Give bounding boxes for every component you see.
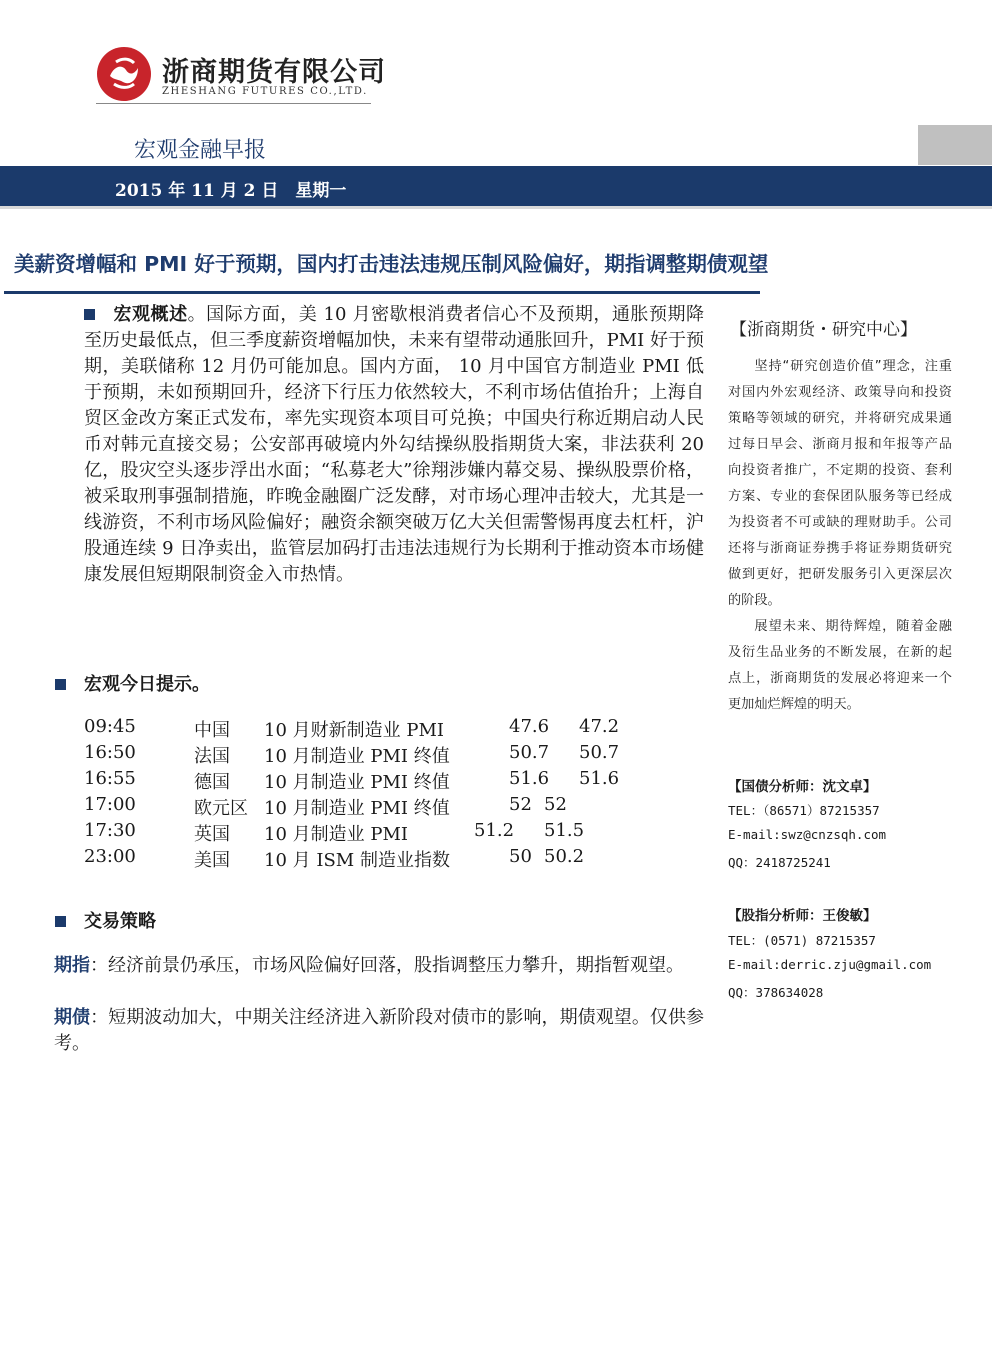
tips-heading (55, 670, 210, 696)
tip-country: 美国 (194, 850, 230, 871)
strategy-bond-text: ：短期波动加大，中期关注经济进入新阶段对债市的影响，期债观望。仅供参考。 (54, 1007, 705, 1054)
tip-time: 16:55 (84, 768, 136, 789)
sidebar-paragraph: 坚持“研究创造价值”理念，注重对国内外宏观经济、政策导向和投资策略等领域的研究，并将研究成果通过每日早会、浙商月报和年报等产品向投资者推广，不定期的投资、套利方案、专业的套保团队服务等已经成为投资者不可或缺的理财助手。公司还将与浙商证券携手将证券期货研究做到更好，把研发服务引入更深层次的阶段。 (728, 359, 952, 608)
tip-row (0, 846, 700, 872)
tip-country: 德国 (194, 772, 230, 793)
tip-row (0, 742, 700, 768)
bullet-square-icon (55, 916, 66, 927)
bullet-square-icon (84, 309, 95, 320)
tip-time: 23:00 (84, 846, 136, 867)
analyst-email[interactable]: E-mail:swz@cnzsqh.com (728, 827, 887, 842)
tip-expected: 51.6 (579, 768, 620, 789)
overview-label: 宏观概述 (113, 304, 188, 325)
analyst-title: 【股指分析师：王俊敏】 (728, 908, 877, 924)
tip-event: 10 月制造业 PMI 终值 (264, 746, 450, 767)
tip-event: 10 月制造业 PMI 终值 (264, 798, 450, 819)
tip-time: 16:50 (84, 742, 136, 763)
tip-prev: 50.7 (509, 742, 550, 763)
strategy-bond-label: 期债 (54, 1007, 91, 1028)
header-gray-block (918, 125, 992, 165)
tips-heading-text: 宏观今日提示。 (84, 674, 210, 695)
headline-rule (4, 291, 760, 294)
strategy-bond (54, 1005, 704, 1057)
overview-text: 。国际方面，美 10 月密歇根消费者信心不及预期，通胀预期降至历史最低点，但三季度薪资增幅加快，未来有望带动通胀回升，PMI 好于预期，美联储称 12 月仍可能加息。国内方面， 10 月中国官方制造业 PMI 低于预期，未如预期回升，经济下行压力依然较大，不利市场估值抬升；上海自贸区金改方案正式发布，率先实现资本项目可兑换；中国央行称近期启动人民币对韩元直接交易；公安部再破境内外勾结操纵股指期货大案，非法获利 20 亿，股灾空头逐步浮出水面；“私募老大”徐翔涉嫌内幕交易、操纵股票价格，被采取刑事强制措施，昨晚金融圈广泛发酵，对市场心理冲击较大，尤其是一线游资，不利市场风险偏好；融资余额突破万亿大关但需警惕再度去杠杆，沪股通连续 9 日净卖出，监管层加码打击违法违规行为长期利于推动资本市场健康发展但短期限制资金入市热情。 (84, 304, 704, 585)
company-name-en: ZHESHANG FUTURES CO.,LTD. (162, 86, 368, 97)
tip-expected: 51.5 (544, 820, 585, 841)
tip-event: 10 月制造业 PMI (264, 824, 408, 845)
tip-event: 10 月制造业 PMI 终值 (264, 772, 450, 793)
tip-event: 10 月 ISM 制造业指数 (264, 850, 450, 871)
tip-expected: 52 (544, 794, 567, 815)
company-name: 浙商期货有限公司 (162, 57, 386, 88)
tip-prev: 52 (509, 794, 532, 815)
tip-event: 10 月财新制造业 PMI (264, 720, 444, 741)
analyst-tel: TEL：（86571）87215357 (728, 803, 880, 818)
tip-row (0, 768, 700, 794)
tip-country: 欧元区 (194, 798, 248, 819)
logo-divider (96, 103, 371, 104)
strategy-index-label: 期指 (54, 955, 90, 976)
strategy-index (54, 953, 704, 979)
sidebar-title: 【浙商期货・研究中心】 (730, 320, 917, 340)
analyst-qq: QQ：378634028 (728, 985, 824, 1000)
sidebar-paragraph: 展望未来、期待辉煌，随着金融及衍生品业务的不断发展，在新的起点上，浙商期货的发展必将迎来一个更加灿烂辉煌的明天。 (728, 619, 952, 712)
analyst-email[interactable]: E-mail:derric.zju@gmail.com (728, 957, 932, 972)
tip-country: 法国 (194, 746, 230, 767)
tip-time: 09:45 (84, 716, 136, 737)
tip-prev: 51.6 (509, 768, 550, 789)
tip-time: 17:30 (84, 820, 136, 841)
strategy-heading (55, 907, 156, 933)
tip-time: 17:00 (84, 794, 136, 815)
report-date: 2015 年 11 月 2 日 星期一 (115, 181, 347, 201)
analyst-tel: TEL：(0571) 87215357 (728, 933, 876, 948)
headline: 美薪资增幅和 PMI 好于预期，国内打击违法违规压制风险偏好，期指调整期债观望 (14, 252, 769, 276)
analyst-title: 【国债分析师：沈文卓】 (728, 779, 877, 795)
strategy-index-text: ：经济前景仍承压，市场风险偏好回落，股指调整压力攀升，期指暂观望。 (90, 955, 684, 976)
bullet-square-icon (55, 679, 66, 690)
tip-row (0, 716, 700, 742)
tip-prev: 50 (509, 846, 532, 867)
analyst-qq: QQ：2418725241 (728, 855, 831, 870)
tip-expected: 50.7 (579, 742, 620, 763)
tip-row (0, 820, 700, 846)
tip-prev: 47.6 (509, 716, 550, 737)
company-logo-icon (96, 46, 152, 102)
macro-overview (84, 302, 704, 588)
tip-country: 英国 (194, 824, 230, 845)
tip-country: 中国 (194, 720, 230, 741)
tip-expected: 50.2 (544, 846, 585, 867)
strategy-heading-text: 交易策略 (84, 911, 156, 932)
report-title: 宏观金融早报 (134, 138, 267, 163)
tip-prev: 51.2 (474, 820, 515, 841)
tip-expected: 47.2 (579, 716, 620, 737)
tip-row (0, 794, 700, 820)
date-bar-shadow (0, 206, 992, 209)
